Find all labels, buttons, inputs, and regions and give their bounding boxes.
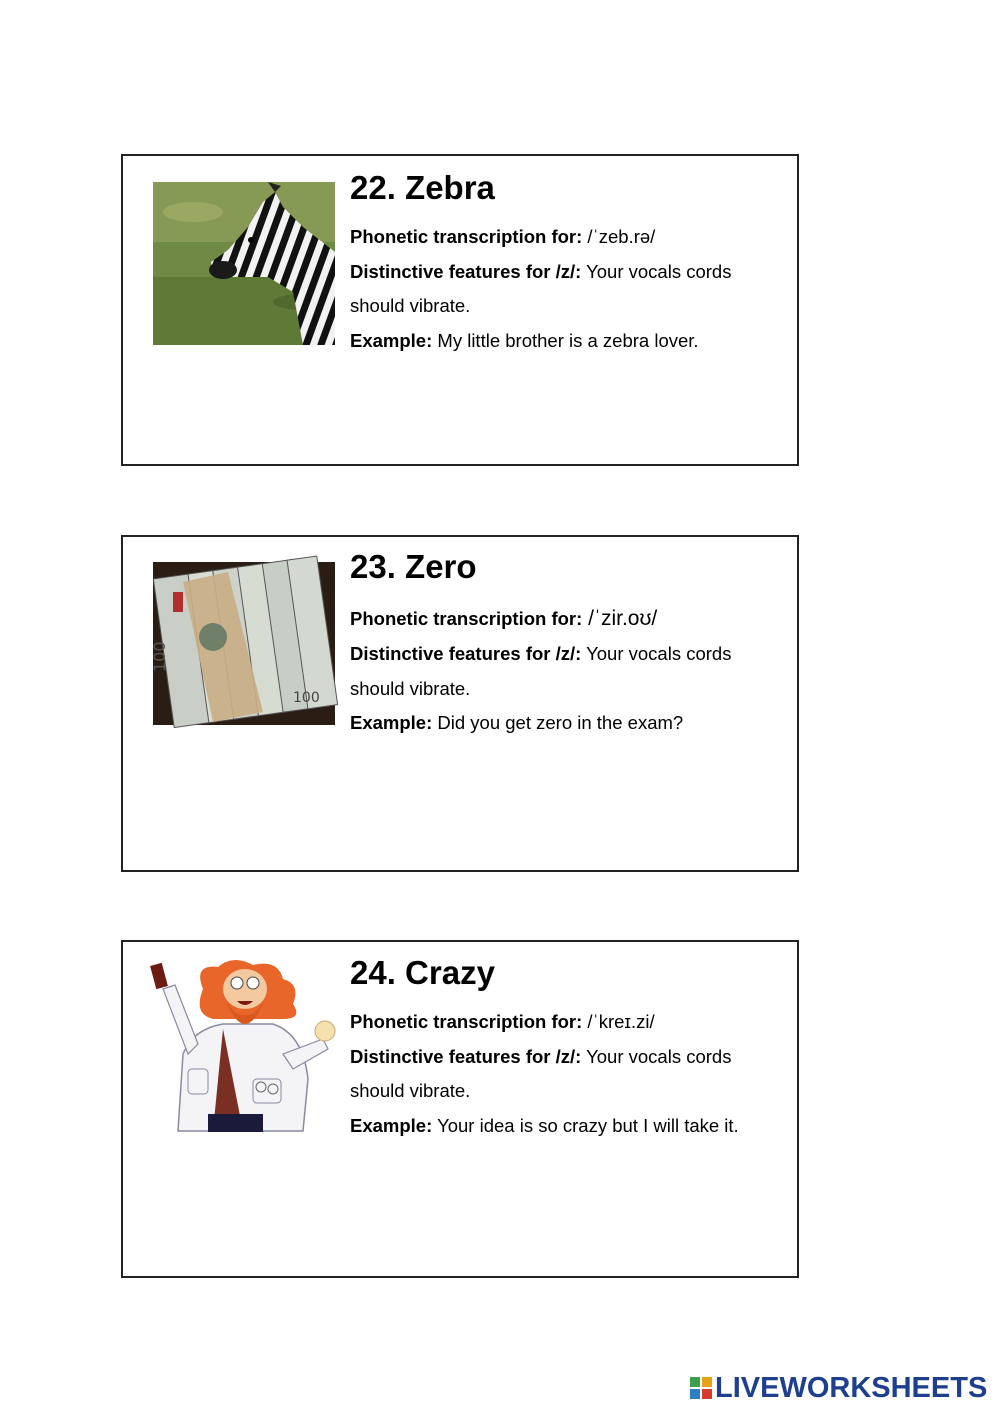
features-continuation: should vibrate. (350, 677, 471, 699)
features-value: Your vocals cords (581, 1045, 732, 1067)
features-continuation: should vibrate. (350, 1080, 471, 1101)
liveworksheets-logo-mark-icon (690, 1377, 712, 1399)
features-line (350, 255, 777, 290)
features-label: Distinctive features for /z/: (350, 260, 582, 282)
phonetic-value: /ˈzeb.rə/ (582, 226, 656, 247)
card-title: 23. Zero (350, 548, 477, 585)
example-line (350, 324, 777, 359)
phonetic-line (350, 601, 777, 637)
phonetic-label: Phonetic transcription for: (350, 226, 583, 247)
zebra-image (153, 182, 335, 345)
phonetic-value: /ˈkreɪ.zi/ (582, 1011, 655, 1032)
flashcard-zebra (121, 154, 799, 466)
example-line (350, 1109, 777, 1144)
example-line (350, 706, 777, 741)
example-value: Did you get zero in the exam? (432, 712, 684, 733)
svg-text:100: 100 (293, 690, 320, 706)
example-value: Your idea is so crazy but I will take it. (432, 1114, 739, 1136)
phonetic-label: Phonetic transcription for: (350, 1011, 583, 1032)
features-line (350, 637, 777, 672)
example-label: Example: (350, 712, 433, 733)
flashcard-zero (121, 535, 799, 872)
svg-text:100: 100 (150, 641, 169, 672)
phonetic-label: Phonetic transcription for: (350, 608, 583, 629)
features-value: Your vocals cords (581, 643, 732, 664)
phonetic-line (350, 1005, 777, 1040)
example-label: Example: (350, 1114, 433, 1136)
liveworksheets-logo (690, 1372, 987, 1404)
phonetic-value: /ˈzir.oʊ/ (582, 607, 658, 630)
crazy-scientist-image (153, 959, 335, 1134)
dollar-bills-image (150, 562, 335, 725)
card-title: 24. Crazy (350, 954, 495, 991)
flashcard-crazy (121, 940, 799, 1278)
features-line (350, 1040, 777, 1075)
features-label: Distinctive features for /z/: (350, 643, 582, 664)
card-title: 22. Zebra (350, 169, 495, 206)
logo-text: LIVEWORKSHEETS (715, 1371, 988, 1404)
example-label: Example: (350, 329, 433, 351)
features-continuation: should vibrate. (350, 295, 471, 316)
phonetic-line (350, 220, 777, 255)
features-value: Your vocals cords (581, 260, 732, 282)
example-value: My little brother is a zebra lover. (432, 329, 699, 351)
features-label: Distinctive features for /z/: (350, 1045, 582, 1067)
